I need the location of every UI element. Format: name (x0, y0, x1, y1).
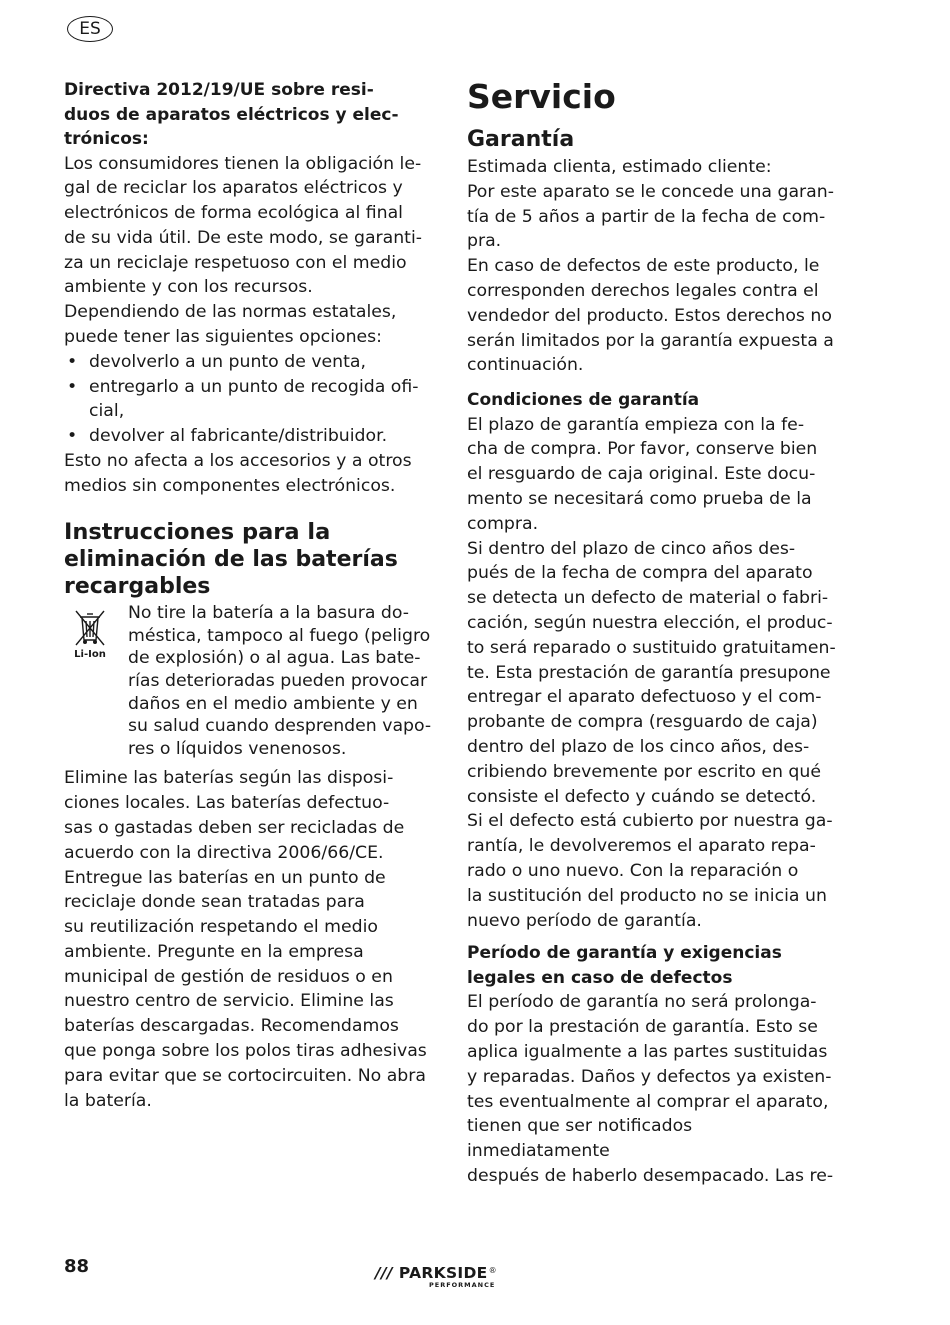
heading-line: recargables (64, 574, 211, 600)
text-line: Por este aparato se le concede una garan- (467, 181, 834, 202)
text-line: tes eventualmente al comprar el aparato, (467, 1091, 829, 1112)
brand-subtitle: PERFORMANCE (429, 1281, 496, 1289)
text-line: después de haberlo desempacado. Las re- (467, 1165, 834, 1186)
text-line: Si el defecto está cubierto por nuestra ga- (467, 811, 833, 832)
text-line: aplica igualmente a las partes sustituidas (467, 1042, 828, 1062)
text-line: nuestro centro de servicio. Elimine las (64, 991, 394, 1012)
text-line: nuevo período de garantía. (467, 910, 702, 931)
bullet-icon: • (67, 376, 78, 397)
crossed-bin-icon (64, 602, 116, 760)
text-line: cha de compra. Por favor, conserve bien (467, 439, 818, 460)
text-line: za un reciclaje respetuoso con el medio (64, 252, 407, 273)
text-line: pués de la fecha de compra del aparato (467, 563, 813, 584)
text-line: probante de compra (resguardo de caja) (467, 712, 818, 733)
options-list (64, 350, 432, 449)
heading-line: trónicos: (64, 129, 149, 149)
text-line: medios sin componentes electrónicos. (64, 475, 396, 496)
list-item (64, 424, 432, 449)
text-line: te. Esta prestación de garantía presupone (467, 662, 831, 683)
text-line: y reparadas. Daños y defectos ya existen- (467, 1066, 832, 1087)
text-line: cación, según nuestra elección, el produc- (467, 613, 833, 634)
li-ion-label: Li-Ion (74, 649, 106, 661)
text-line: En caso de defectos de este producto, le (467, 256, 820, 277)
conditions-paragraph (467, 413, 837, 810)
text-line: consiste el defecto y cuándo se detectó. (467, 786, 817, 807)
left-column (64, 78, 432, 1113)
heading-line: duos de aparatos eléctricos y elec- (64, 104, 399, 125)
text-line: entregar el aparato defectuoso y el com- (467, 687, 822, 708)
directive-paragraph (64, 152, 432, 350)
text-line: El período de garantía no será prolonga- (467, 992, 817, 1013)
text-line: El plazo de garantía empieza con la fe- (467, 414, 805, 435)
text-line: do por la prestación de garantía. Esto se (467, 1017, 818, 1038)
text-line: municipal de gestión de residuos o en (64, 966, 393, 987)
bullet-icon: • (67, 351, 78, 372)
text-line: sas o gastadas deben ser recicladas de (64, 817, 405, 838)
battery-warning-text (128, 602, 432, 760)
text-line: el resguardo de caja original. Este docu- (467, 464, 816, 485)
text-line: cial, (89, 401, 125, 422)
text-line: de explosión) o al agua. Las bate- (128, 648, 421, 669)
accessories-note (64, 449, 432, 499)
text-line: acuerdo con la directiva 2006/66/CE. (64, 842, 384, 863)
period-heading (467, 941, 837, 990)
warranty-heading: Garantía (467, 127, 575, 152)
text-line: la batería. (64, 1090, 152, 1111)
text-line: to será reparado o sustituido gratuitamen- (467, 637, 836, 658)
text-line: No tire la batería a la basura do- (128, 603, 410, 624)
text-line: de su vida útil. De este modo, se garanti- (64, 227, 422, 248)
text-line: rado o uno nuevo. Con la reparación o (467, 861, 799, 882)
brand-name: PARKSIDE (398, 1264, 488, 1282)
heading-line: Instrucciones para la (64, 518, 331, 545)
greeting-paragraph (467, 155, 837, 378)
text-line: entregarlo a un punto de recogida ofi- (89, 376, 419, 397)
text-line: rantía, le devolveremos el aparato repa- (467, 836, 816, 857)
text-line: tienen que ser notificados inmediatamente (467, 1116, 693, 1162)
brand-slashes-icon: /// (375, 1264, 393, 1282)
text-line: Esto no afecta a los accesorios y a otros (64, 451, 412, 472)
text-line: reciclaje donde sean tratadas para (64, 892, 365, 913)
heading-line: legales en caso de defectos (467, 967, 733, 988)
text-line: vendedor del producto. Estos derechos no (467, 305, 832, 326)
text-line: devolverlo a un punto de venta, (89, 351, 366, 372)
heading-line: Período de garantía y exigencias (467, 943, 782, 964)
text-line: Entregue las baterías en un punto de (64, 867, 386, 888)
text-line: su reutilización respetando el medio (64, 917, 378, 938)
text-line: corresponden derechos legales contra el (467, 280, 819, 301)
text-line: Estimada clienta, estimado cliente: (467, 157, 772, 177)
text-line: cribiendo brevemente por escrito en qué (467, 761, 821, 782)
text-line: ciones locales. Las baterías defectuo- (64, 793, 390, 814)
text-line: su salud cuando desprenden vapo- (128, 716, 432, 737)
brand-logo (375, 1264, 497, 1289)
directive-heading (64, 78, 432, 152)
text-line: tía de 5 años a partir de la fecha de com- (467, 206, 826, 227)
list-item (64, 375, 432, 425)
text-line: méstica, tampoco al fuego (peligro (128, 625, 431, 646)
battery-heading (64, 519, 432, 601)
text-line: devolver al fabricante/distribuidor. (89, 426, 388, 447)
heading-line: Directiva 2012/19/UE sobre resi- (64, 80, 374, 100)
text-line: continuación. (467, 355, 584, 376)
text-line: rías deterioradas pueden provocar (128, 670, 428, 691)
text-line: se detecta un defecto de material o fabri- (467, 588, 829, 609)
battery-warning-block (64, 602, 432, 760)
list-item (64, 350, 432, 375)
text-line: Si dentro del plazo de cinco años des- (467, 538, 796, 559)
text-line: que ponga sobre los polos tiras adhesivas (64, 1041, 427, 1062)
registered-mark: ® (488, 1266, 497, 1275)
text-line: serán limitados por la garantía expuesta a (467, 330, 834, 351)
text-line: res o líquidos venenosos. (128, 738, 347, 759)
text-line: dentro del plazo de los cinco años, des- (467, 737, 810, 758)
text-line: Dependiendo de las normas estatales, (64, 302, 397, 323)
page-number: 88 (64, 1256, 90, 1277)
language-badge (67, 16, 113, 42)
text-line: daños en el medio ambiente y en (128, 693, 418, 714)
brand-row (375, 1264, 497, 1282)
text-line: la sustitución del producto no se inicia un (467, 885, 827, 906)
text-line: Elimine las baterías según las disposi- (64, 768, 394, 789)
coverage-paragraph (467, 809, 837, 933)
crossed-bin-graphic (73, 608, 107, 648)
text-line: para evitar que se cortocircuiten. No abra (64, 1065, 426, 1086)
text-line: pra. (467, 231, 502, 252)
text-line: puede tener las siguientes opciones: (64, 327, 382, 348)
disposal-paragraph (64, 766, 432, 1113)
text-line: Los consumidores tienen la obligación le- (64, 153, 422, 174)
text-line: electrónicos de forma ecológica al final (64, 203, 403, 224)
bullet-icon: • (67, 426, 78, 447)
conditions-heading: Condiciones de garantía (467, 390, 700, 411)
text-line: ambiente y con los recursos. (64, 277, 313, 298)
right-column (467, 78, 837, 1189)
heading-line: eliminación de las baterías (64, 547, 398, 573)
text-line: baterías descargadas. Recomendamos (64, 1016, 399, 1037)
text-line: ambiente. Pregunte en la empresa (64, 941, 364, 962)
text-line: gal de reciclar los aparatos eléctricos y (64, 178, 403, 199)
page-title: Servicio (467, 77, 616, 116)
text-line: mento se necesitará como prueba de la (467, 489, 812, 510)
language-code: ES (79, 18, 101, 39)
period-paragraph (467, 990, 837, 1188)
text-line: compra. (467, 513, 539, 534)
